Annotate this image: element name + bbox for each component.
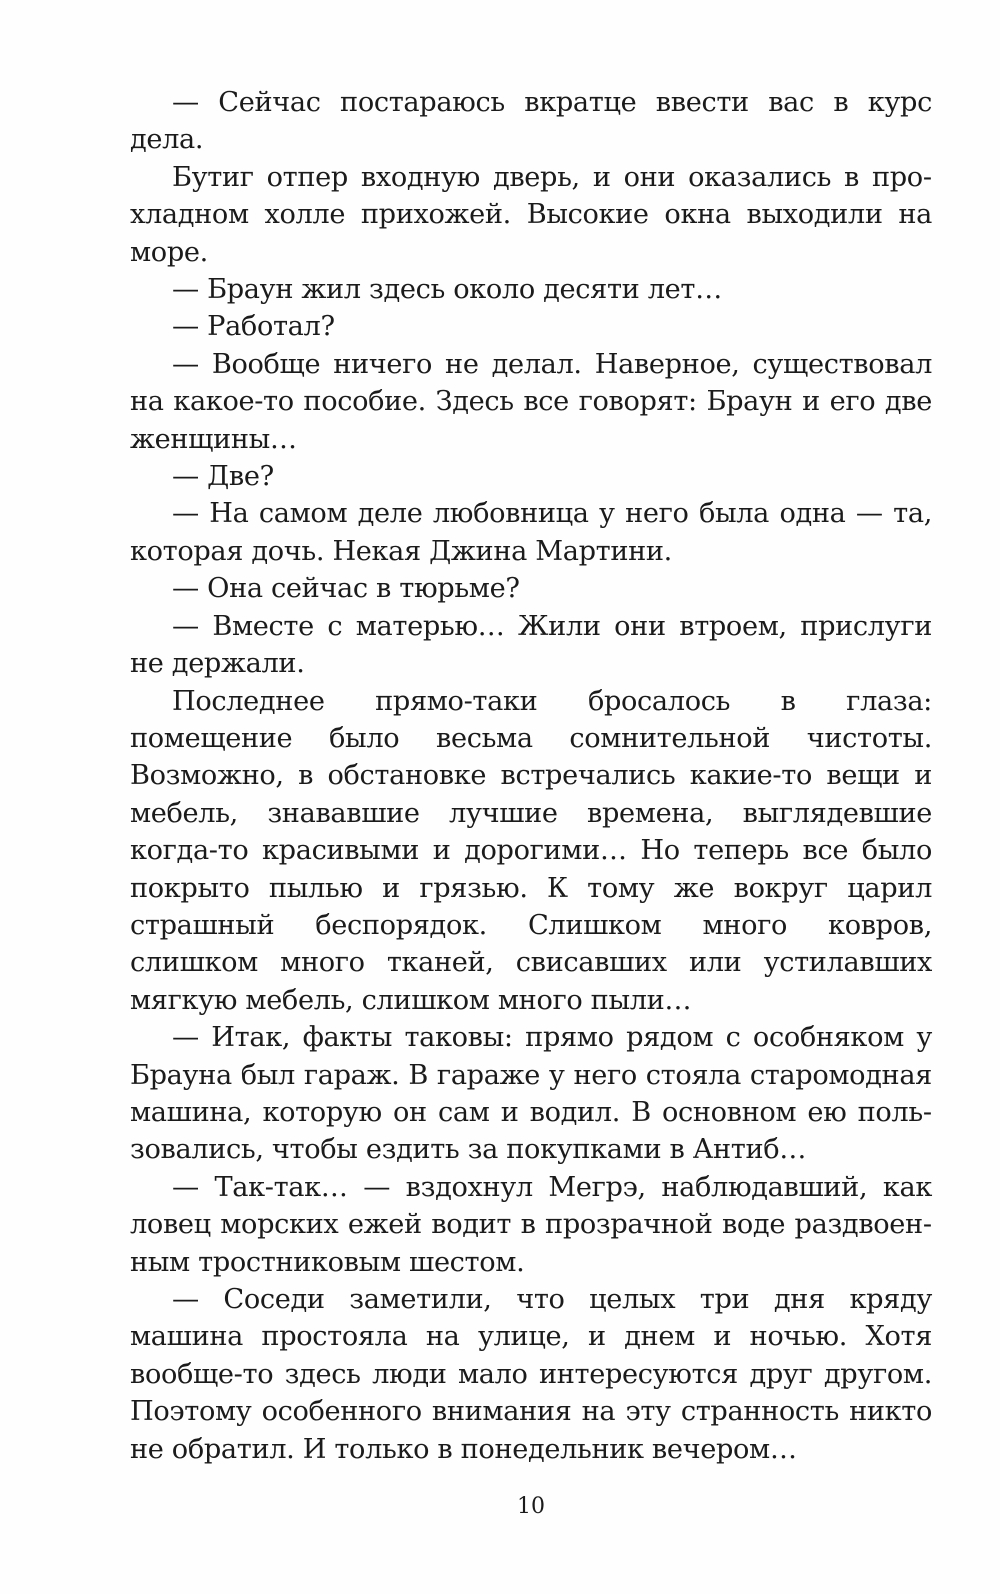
paragraph-5: — Вообще ничего не делал. Наверное, существовал на какое-то пособие. Здесь все говорят: Браун и его две женщины… bbox=[130, 348, 932, 455]
paragraph-2: Бутиг отпер входную дверь, и они оказались в прохладном холле прихожей. Высокие окна выходили на море. bbox=[130, 161, 932, 268]
paragraph-7: — На самом деле любовница у него была одна — та, которая дочь. Некая Джина Мартини. bbox=[130, 498, 932, 567]
paragraph-1: — Сейчас постараюсь вкратце ввести вас в курс дела. bbox=[130, 87, 932, 156]
paragraph-12: — Так-так… — вздохнул Мегрэ, наблюдавший, как ловец морских ежей водит в прозрачной воде раздвоенным тростниковым шестом. bbox=[130, 1171, 932, 1278]
paragraph-11: — Итак, факты таковы: прямо рядом с особняком у Брауна был гараж. В гараже у него стояла старомодная машина, которую он сам и водил. В основном ею пользовались, чтобы ездить за покупками в Антиб… bbox=[130, 1022, 932, 1166]
body-text bbox=[130, 84, 932, 1468]
page-number: 10 bbox=[517, 1494, 545, 1519]
paragraph-13: — Соседи заметили, что целых три дня кряду машина простояла на улице, и днем и ночью. Хотя вообще-то здесь люди мало интересуются друг другом. Поэтому особенного внимания на эту странность никто не обратил. И только в понедельник вечером… bbox=[130, 1284, 932, 1465]
paragraph-8: — Она сейчас в тюрьме? bbox=[172, 573, 520, 605]
paragraph-10: Последнее прямо-таки бросалось в глаза: помещение было весьма сомнительной чистоты. Возможно, в обстановке встречались какие-то вещи и мебель, знававшие лучшие времена, выглядевшие когда-то красивыми и дорогими… Но теперь все было покрыто пылью и грязью. К тому же вокруг царил страшный беспорядок. Слишком много ковров, слишком много тканей, свисавших или устилавших мягкую мебель, слишком много пыли… bbox=[130, 685, 932, 1016]
paragraph-4: — Работал? bbox=[172, 311, 335, 343]
paragraph-6: — Две? bbox=[172, 461, 274, 493]
paragraph-9: — Вместе с матерью… Жили они втроем, прислуги не держали. bbox=[130, 610, 932, 680]
paragraph-3: — Браун жил здесь около десяти лет… bbox=[172, 274, 722, 306]
